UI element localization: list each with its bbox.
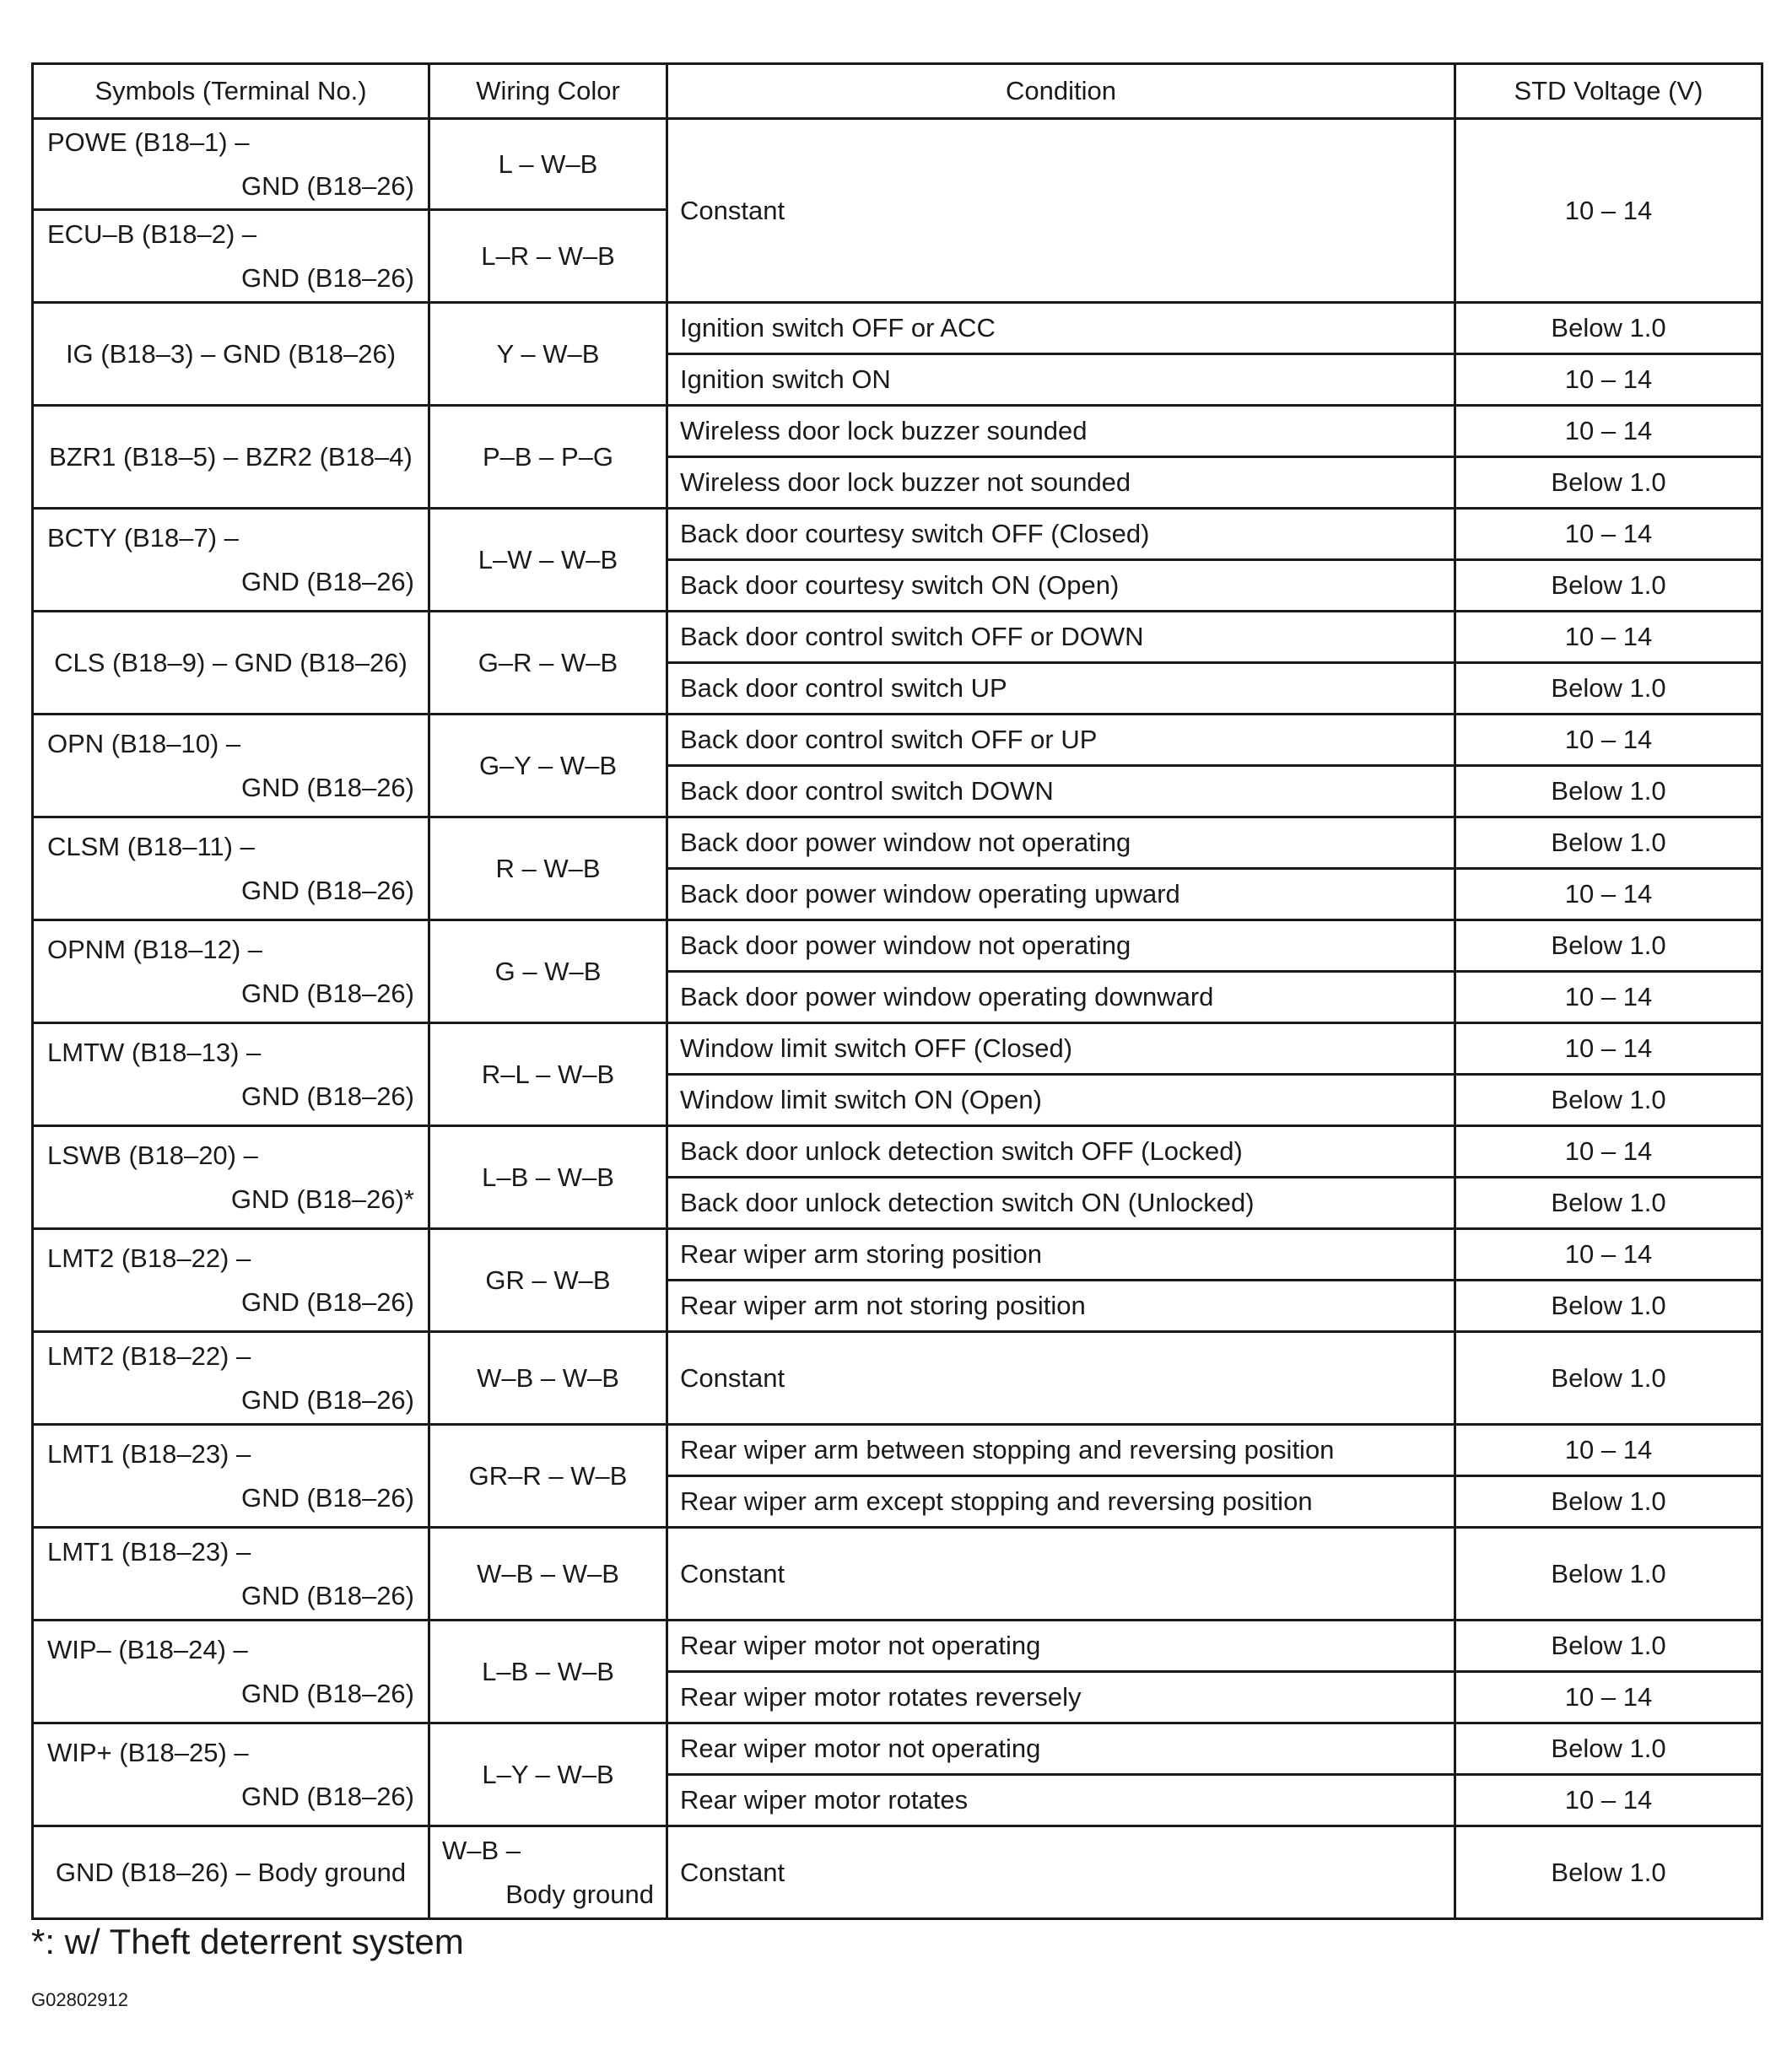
table-row xyxy=(33,1723,1762,1775)
condition-cell: Back door control switch OFF or UP xyxy=(667,715,1455,766)
wiring-color-cell: L–R – W–B xyxy=(429,210,667,303)
wiring-color-cell: P–B – P–G xyxy=(429,406,667,509)
voltage-cell: Below 1.0 xyxy=(1455,560,1762,612)
symbol-cell: ECU–B (B18–2) – GND (B18–26) xyxy=(33,210,429,303)
condition-cell: Rear wiper motor not operating xyxy=(667,1723,1455,1775)
condition-cell: Back door power window operating downward xyxy=(667,972,1455,1023)
symbol-cell: CLSM (B18–11) – GND (B18–26) xyxy=(33,817,429,920)
symbol-cell: POWE (B18–1) – GND (B18–26) xyxy=(33,119,429,210)
voltage-cell: 10 – 14 xyxy=(1455,1672,1762,1723)
voltage-cell: Below 1.0 xyxy=(1455,1281,1762,1332)
wiring-color-cell: G – W–B xyxy=(429,920,667,1023)
table-row xyxy=(33,1621,1762,1672)
condition-cell: Rear wiper arm not storing position xyxy=(667,1281,1455,1332)
voltage-cell: Below 1.0 xyxy=(1455,1332,1762,1425)
voltage-cell: Below 1.0 xyxy=(1455,920,1762,972)
table-row xyxy=(33,817,1762,869)
header-wiring-color: Wiring Color xyxy=(429,64,667,119)
wiring-color-cell: L – W–B xyxy=(429,119,667,210)
wiring-color-cell: W–B – W–B xyxy=(429,1528,667,1621)
voltage-cell: Below 1.0 xyxy=(1455,766,1762,817)
table-row xyxy=(33,715,1762,766)
condition-cell: Rear wiper motor not operating xyxy=(667,1621,1455,1672)
voltage-cell: Below 1.0 xyxy=(1455,817,1762,869)
header-symbols: Symbols (Terminal No.) xyxy=(33,64,429,119)
condition-cell: Wireless door lock buzzer sounded xyxy=(667,406,1455,457)
voltage-cell: 10 – 14 xyxy=(1455,1229,1762,1281)
voltage-cell: Below 1.0 xyxy=(1455,1075,1762,1126)
condition-cell: Back door control switch OFF or DOWN xyxy=(667,612,1455,663)
condition-cell: Back door control switch DOWN xyxy=(667,766,1455,817)
table-row xyxy=(33,1229,1762,1281)
table-row xyxy=(33,1023,1762,1075)
voltage-cell: Below 1.0 xyxy=(1455,1723,1762,1775)
table-row xyxy=(33,612,1762,663)
symbol-cell: LMTW (B18–13) – GND (B18–26) xyxy=(33,1023,429,1126)
voltage-cell: 10 – 14 xyxy=(1455,869,1762,920)
footnote: *: w/ Theft deterrent system xyxy=(31,1922,464,1961)
condition-cell: Back door power window not operating xyxy=(667,920,1455,972)
table-row xyxy=(33,119,1762,210)
voltage-cell: Below 1.0 xyxy=(1455,303,1762,354)
table-row xyxy=(33,1332,1762,1425)
condition-cell: Ignition switch ON xyxy=(667,354,1455,406)
wiring-color-cell: R – W–B xyxy=(429,817,667,920)
wiring-color-cell: G–Y – W–B xyxy=(429,715,667,817)
symbol-cell: LMT2 (B18–22) – GND (B18–26) xyxy=(33,1229,429,1332)
condition-cell: Rear wiper arm storing position xyxy=(667,1229,1455,1281)
condition-cell: Back door power window not operating xyxy=(667,817,1455,869)
condition-cell: Constant xyxy=(667,1332,1455,1425)
condition-cell: Constant xyxy=(667,119,1455,303)
wiring-color-cell: L–B – W–B xyxy=(429,1126,667,1229)
voltage-cell: Below 1.0 xyxy=(1455,1826,1762,1919)
voltage-cell: Below 1.0 xyxy=(1455,1476,1762,1528)
voltage-cell: Below 1.0 xyxy=(1455,1528,1762,1621)
voltage-cell: 10 – 14 xyxy=(1455,612,1762,663)
condition-cell: Back door unlock detection switch OFF (Locked) xyxy=(667,1126,1455,1178)
voltage-cell: 10 – 14 xyxy=(1455,406,1762,457)
symbol-cell: OPN (B18–10) – GND (B18–26) xyxy=(33,715,429,817)
table-row xyxy=(33,303,1762,354)
voltage-cell: Below 1.0 xyxy=(1455,1178,1762,1229)
condition-cell: Back door control switch UP xyxy=(667,663,1455,715)
symbol-cell: LMT1 (B18–23) – GND (B18–26) xyxy=(33,1425,429,1528)
voltage-cell: 10 – 14 xyxy=(1455,715,1762,766)
terminal-voltage-document xyxy=(31,62,1761,1920)
symbol-cell: BCTY (B18–7) – GND (B18–26) xyxy=(33,509,429,612)
symbol-cell: LMT1 (B18–23) – GND (B18–26) xyxy=(33,1528,429,1621)
symbol-cell: WIP– (B18–24) – GND (B18–26) xyxy=(33,1621,429,1723)
condition-cell: Window limit switch OFF (Closed) xyxy=(667,1023,1455,1075)
wiring-color-cell: L–W – W–B xyxy=(429,509,667,612)
voltage-cell: Below 1.0 xyxy=(1455,457,1762,509)
voltage-cell: 10 – 14 xyxy=(1455,1425,1762,1476)
symbol-cell: BZR1 (B18–5) – BZR2 (B18–4) xyxy=(33,406,429,509)
table-row xyxy=(33,1126,1762,1178)
condition-cell: Rear wiper arm except stopping and reversing position xyxy=(667,1476,1455,1528)
symbol-cell: LMT2 (B18–22) – GND (B18–26) xyxy=(33,1332,429,1425)
header-condition: Condition xyxy=(667,64,1455,119)
figure-code: G02802912 xyxy=(31,1989,128,2010)
wiring-color-cell: L–B – W–B xyxy=(429,1621,667,1723)
symbol-cell: WIP+ (B18–25) – GND (B18–26) xyxy=(33,1723,429,1826)
voltage-cell: 10 – 14 xyxy=(1455,1775,1762,1826)
wiring-color-cell: GR – W–B xyxy=(429,1229,667,1332)
symbol-cell: OPNM (B18–12) – GND (B18–26) xyxy=(33,920,429,1023)
condition-cell: Ignition switch OFF or ACC xyxy=(667,303,1455,354)
condition-cell: Back door courtesy switch ON (Open) xyxy=(667,560,1455,612)
voltage-cell: 10 – 14 xyxy=(1455,972,1762,1023)
voltage-cell: 10 – 14 xyxy=(1455,509,1762,560)
terminal-voltage-table xyxy=(31,62,1763,1920)
voltage-cell: 10 – 14 xyxy=(1455,1023,1762,1075)
voltage-cell: 10 – 14 xyxy=(1455,119,1762,303)
symbol-cell: CLS (B18–9) – GND (B18–26) xyxy=(33,612,429,715)
table-row xyxy=(33,920,1762,972)
table-row xyxy=(33,1425,1762,1476)
wiring-color-cell: G–R – W–B xyxy=(429,612,667,715)
symbol-cell: IG (B18–3) – GND (B18–26) xyxy=(33,303,429,406)
condition-cell: Back door courtesy switch OFF (Closed) xyxy=(667,509,1455,560)
header-std-voltage: STD Voltage (V) xyxy=(1455,64,1762,119)
condition-cell: Window limit switch ON (Open) xyxy=(667,1075,1455,1126)
table-row xyxy=(33,1528,1762,1621)
table-row xyxy=(33,406,1762,457)
voltage-cell: Below 1.0 xyxy=(1455,663,1762,715)
table-row xyxy=(33,1826,1762,1919)
symbol-cell: LSWB (B18–20) – GND (B18–26)* xyxy=(33,1126,429,1229)
voltage-cell: Below 1.0 xyxy=(1455,1621,1762,1672)
condition-cell: Rear wiper arm between stopping and reversing position xyxy=(667,1425,1455,1476)
condition-cell: Rear wiper motor rotates reversely xyxy=(667,1672,1455,1723)
voltage-cell: 10 – 14 xyxy=(1455,1126,1762,1178)
wiring-color-cell: Y – W–B xyxy=(429,303,667,406)
condition-cell: Back door unlock detection switch ON (Unlocked) xyxy=(667,1178,1455,1229)
wiring-color-cell: GR–R – W–B xyxy=(429,1425,667,1528)
condition-cell: Back door power window operating upward xyxy=(667,869,1455,920)
symbol-cell: GND (B18–26) – Body ground xyxy=(33,1826,429,1919)
wiring-color-cell: W–B – Body ground xyxy=(429,1826,667,1919)
header-row xyxy=(33,64,1762,119)
condition-cell: Wireless door lock buzzer not sounded xyxy=(667,457,1455,509)
voltage-cell: 10 – 14 xyxy=(1455,354,1762,406)
condition-cell: Constant xyxy=(667,1826,1455,1919)
condition-cell: Rear wiper motor rotates xyxy=(667,1775,1455,1826)
wiring-color-cell: R–L – W–B xyxy=(429,1023,667,1126)
wiring-color-cell: L–Y – W–B xyxy=(429,1723,667,1826)
table-row xyxy=(33,509,1762,560)
wiring-color-cell: W–B – W–B xyxy=(429,1332,667,1425)
condition-cell: Constant xyxy=(667,1528,1455,1621)
